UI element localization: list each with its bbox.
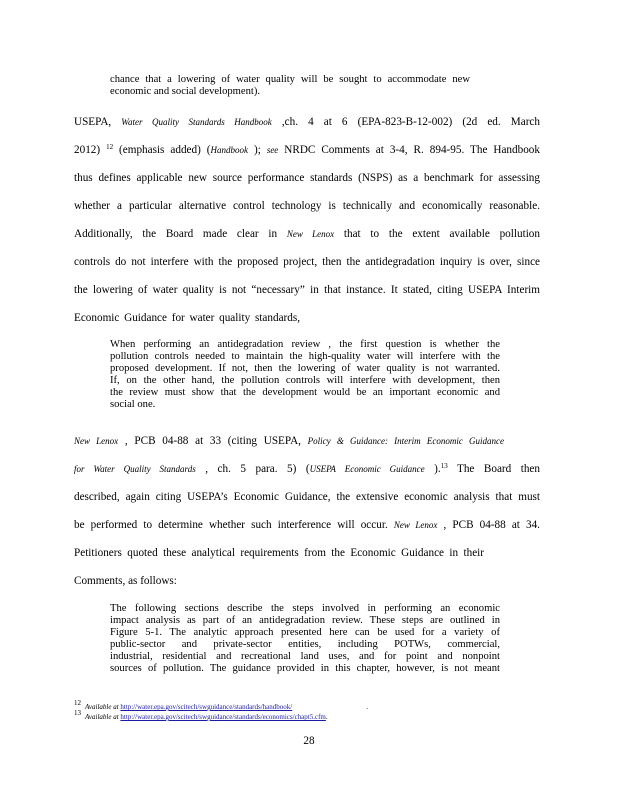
text-run: that to the extent available pollution xyxy=(334,228,540,240)
body-line: thus defines applicable new source performance standards (NSPS) as a benchmark for assessing xyxy=(74,172,540,184)
text-run: , PCB 04-88 at 33 (citing USEPA, xyxy=(118,435,308,447)
quote-line: impact analysis as part of an antidegradation review. These steps are outlined in xyxy=(110,615,500,626)
text-run: , PCB 04-88 at 34. xyxy=(437,519,540,531)
citation-title: Policy & Guidance: Interim Economic Guidance xyxy=(307,436,504,446)
case-name: New Lenox xyxy=(286,229,335,239)
body-line xyxy=(74,462,540,476)
signal-word: see xyxy=(266,145,279,155)
quote-line: social one. xyxy=(110,399,156,410)
quote-line: chance that a lowering of water quality will be sought to accommodate new xyxy=(110,74,470,85)
block-quote-continuation xyxy=(110,74,470,98)
body-line xyxy=(74,143,540,157)
body-line: the lowering of water quality is not “necessary” in that instance. It stated, citing USEPA Interim xyxy=(74,284,540,296)
footnote-ref[interactable]: 13 xyxy=(440,462,448,470)
footnote-12 xyxy=(74,699,368,712)
body-line: Petitioners quoted these analytical requirements from the Economic Guidance in their xyxy=(74,547,484,559)
case-name: New Lenox xyxy=(74,436,119,446)
text-run: , ch. 5 para. 5) ( xyxy=(195,463,310,475)
block-quote xyxy=(110,603,500,675)
body-line: Economic Guidance for water quality standards, xyxy=(74,312,300,324)
body-line: described, again citing USEPA’s Economic Guidance, the extensive economic analysis that must xyxy=(74,491,540,503)
footnote-tail: . xyxy=(325,713,328,721)
footnote-13 xyxy=(74,709,328,722)
text-run: ). xyxy=(424,463,441,475)
citation-short: USEPA Economic Guidance xyxy=(309,464,425,474)
quote-line: the review must show that the development would be an important economic and xyxy=(110,387,500,398)
block-quote xyxy=(110,339,500,411)
body-line xyxy=(74,434,504,448)
citation-short: Handbook xyxy=(210,145,249,155)
text-run: NRDC Comments at 3-4, R. 894-95. The Handbook xyxy=(278,144,540,156)
text-run: ); xyxy=(248,144,267,156)
citation-title: Water Quality Standards Handbook xyxy=(121,117,272,127)
page-number: 28 xyxy=(303,735,315,747)
quote-line: economic and social development). xyxy=(110,86,261,97)
body-line: controls do not interfere with the proposed project, then the antidegradation inquiry is over, since xyxy=(74,256,540,268)
text-run: (emphasis added) ( xyxy=(113,144,211,156)
quote-line: When performing an antidegradation review , the first question is whether the xyxy=(110,339,500,350)
footnote-ref[interactable]: 12 xyxy=(106,143,114,151)
citation-title: for Water Quality Standards xyxy=(74,464,196,474)
text-run: The Board then xyxy=(447,463,540,475)
quote-line: The following sections describe the steps involved in performing an economic xyxy=(110,603,500,614)
body-line: whether a particular alternative control technology is technically and economically reasonable. xyxy=(74,200,540,212)
footnote-label: Available at xyxy=(85,703,119,711)
footnote-tail: . xyxy=(366,703,368,711)
text-run: Additionally, the Board made clear in xyxy=(74,228,287,240)
quote-line: proposed development. If not, then the lowering of water quality is not warranted. xyxy=(110,363,500,374)
quote-line: Figure 5-1. The analytic approach presented here can be used for a variety of xyxy=(110,627,500,638)
text-run: ,ch. 4 at 6 (EPA-823-B-12-002) (2d ed. March xyxy=(271,116,540,128)
footnote-number: 12 xyxy=(74,699,81,707)
text-run: USEPA, xyxy=(74,116,122,128)
footnote-number: 13 xyxy=(74,709,81,717)
quote-line: industrial, residential and recreational land uses, and for point and nonpoint xyxy=(110,651,500,662)
quote-line: If, on the other hand, the pollution controls will interfere with development, then xyxy=(110,375,500,386)
quote-line: public-sector and private-sector entities, including POTWs, commercial, xyxy=(110,639,500,650)
body-line: Comments, as follows: xyxy=(74,575,177,587)
footnote-label: Available at xyxy=(85,713,119,721)
body-line xyxy=(74,115,540,129)
text-run: be performed to determine whether such interference will occur. xyxy=(74,519,394,531)
case-name: New Lenox xyxy=(393,520,438,530)
body-line xyxy=(74,227,540,241)
text-run: 2012) xyxy=(74,144,107,156)
quote-line: pollution controls needed to maintain the high-quality water will interfere with the xyxy=(110,351,500,362)
quote-line: sources of pollution. The guidance provided in this chapter, however, is not meant xyxy=(110,663,500,674)
body-line xyxy=(74,518,540,532)
footnote-link[interactable]: http://water.epa.gov/scitech/swguidance/standards/handbook/ xyxy=(120,703,293,711)
footnote-link[interactable]: http://water.epa.gov/scitech/swguidance/standards/economics/chapt5.cfm xyxy=(120,713,326,721)
